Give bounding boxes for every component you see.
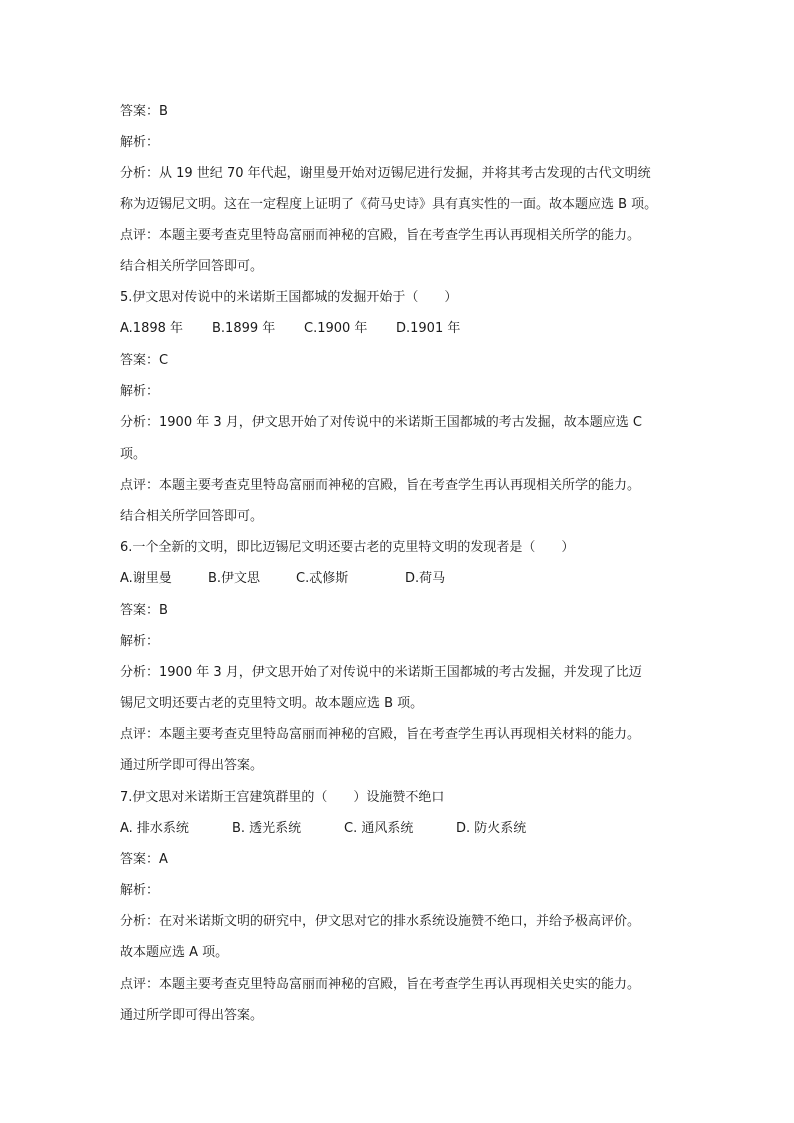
- dianping-text: 通过所学即可得出答案。: [120, 1008, 264, 1023]
- fenxi-text: 称为迈锡尼文明。这在一定程度上证明了《荷马史诗》具有真实性的一面。故本题应选 B 项。: [120, 197, 658, 212]
- dianping-text: 通过所学即可得出答案。: [120, 758, 264, 773]
- fenxi-text: 分析：1900 年 3 月，伊文思开始了对传说中的米诺斯王国都城的考古发掘，并发现了比迈: [120, 665, 642, 680]
- fenxi-text: 分析：在对米诺斯文明的研究中，伊文思对它的排水系统设施赞不绝口，并给予极高评价。: [120, 914, 641, 929]
- analysis-label: 解析：: [120, 135, 160, 150]
- answer-line: 答案：B: [120, 603, 168, 618]
- fenxi-text: 分析：1900 年 3 月，伊文思开始了对传说中的米诺斯王国都城的考古发掘，故本题应选 C: [120, 415, 642, 430]
- option-d: D. 防火系统: [456, 821, 527, 836]
- dianping-text: 结合相关所学回答即可。: [120, 509, 264, 524]
- dianping-text: 点评：本题主要考查克里特岛富丽而神秘的宫殿，旨在考查学生再认再现相关所学的能力。: [120, 478, 641, 493]
- option-c: C.忒修斯: [296, 571, 349, 586]
- option-b: B.伊文思: [208, 571, 261, 586]
- answer-line: 答案：A: [120, 852, 168, 867]
- question-5: 5.伊文思对传说中的米诺斯王国都城的发掘开始于（ ）: [120, 290, 458, 305]
- answer-line: 答案：C: [120, 353, 169, 368]
- option-d: D.1901 年: [396, 321, 461, 336]
- dianping-text: 点评：本题主要考查克里特岛富丽而神秘的宫殿，旨在考查学生再认再现相关材料的能力。: [120, 727, 641, 742]
- analysis-label: 解析：: [120, 634, 160, 649]
- dianping-text: 点评：本题主要考查克里特岛富丽而神秘的宫殿，旨在考查学生再认再现相关史实的能力。: [120, 977, 641, 992]
- option-a: A. 排水系统: [120, 821, 189, 836]
- option-c: C. 通风系统: [344, 821, 414, 836]
- option-a: A.谢里曼: [120, 571, 172, 586]
- option-c: C.1900 年: [304, 321, 368, 336]
- dianping-text: 点评：本题主要考查克里特岛富丽而神秘的宫殿，旨在考查学生再认再现相关所学的能力。: [120, 228, 641, 243]
- question-7: 7.伊文思对米诺斯王宫建筑群里的（ ）设施赞不绝口: [120, 790, 445, 805]
- option-d: D.荷马: [405, 571, 446, 586]
- option-a: A.1898 年: [120, 321, 184, 336]
- fenxi-text: 项。: [120, 447, 147, 462]
- question-6: 6.一个全新的文明，即比迈锡尼文明还要古老的克里特文明的发现者是（ ）: [120, 540, 575, 555]
- fenxi-text: 故本题应选 A 项。: [120, 945, 229, 960]
- dianping-text: 结合相关所学回答即可。: [120, 259, 264, 274]
- fenxi-text: 锡尼文明还要古老的克里特文明。故本题应选 B 项。: [120, 696, 424, 711]
- analysis-label: 解析：: [120, 883, 160, 898]
- answer-line: 答案：B: [120, 104, 168, 119]
- option-b: B.1899 年: [212, 321, 276, 336]
- fenxi-text: 分析：从 19 世纪 70 年代起，谢里曼开始对迈锡尼进行发掘，并将其考古发现的古代文明统: [120, 166, 651, 181]
- analysis-label: 解析：: [120, 384, 160, 399]
- option-b: B. 透光系统: [232, 821, 302, 836]
